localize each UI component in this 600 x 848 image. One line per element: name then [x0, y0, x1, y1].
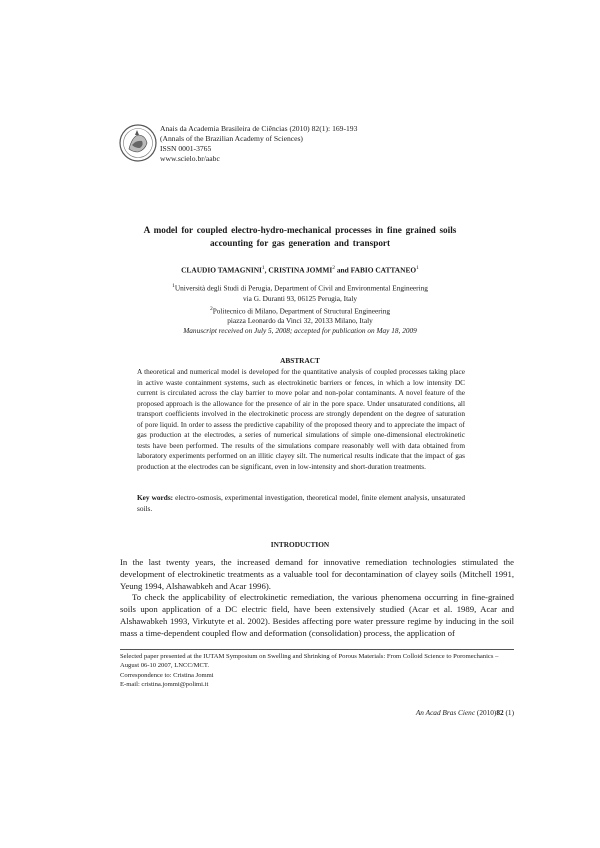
abstract-heading: ABSTRACT: [280, 356, 320, 365]
manuscript-dates: Manuscript received on July 5, 2008; accepted for publication on May 18, 2009: [183, 326, 417, 335]
footnotes: [120, 652, 514, 690]
paper-title-line2: accounting for gas generation and transport: [209, 238, 391, 248]
paper-title-line1: A model for coupled electro-hydro-mechanical processes in fine grained soils: [143, 225, 457, 235]
journal-header-line1: Anais da Academia Brasileira de Ciências (2010) 82(1): 169-193: [160, 124, 358, 133]
keywords-label: Key words:: [137, 493, 174, 502]
author-list: [100, 265, 500, 274]
affiliation-sup: 2: [209, 305, 213, 312]
author-name: CRISTINA JOMMI: [268, 265, 333, 275]
footer-year: (2010): [476, 708, 497, 717]
journal-logo-icon: [118, 123, 158, 163]
affiliation-line: Politecnico di Milano, Department of Structural Engineering: [212, 306, 391, 316]
page-footer: [416, 708, 514, 717]
footer-issue: (1): [505, 708, 514, 717]
journal-header-line4[interactable]: www.scielo.br/aabc: [160, 154, 220, 163]
footnote-divider: [120, 649, 514, 650]
affiliation-line: piazza Leonardo da Vinci 32, 20133 Milano, Italy: [227, 316, 373, 326]
footnote[interactable]: E-mail: cristina.jommi@polimi.it: [120, 681, 209, 689]
affiliation-line: via G. Duranti 93, 06125 Perugia, Italy: [242, 293, 358, 303]
author-name: CLAUDIO TAMAGNINI: [181, 265, 262, 275]
affiliation-sup: 1: [172, 283, 175, 289]
affiliations: [100, 281, 500, 327]
affiliation-line: Università degli Studi di Perugia, Department of Civil and Environmental Engineering: [174, 283, 428, 293]
keywords-text: electro-osmosis, experimental investigation, theoretical model, finite element analysis, unsaturated soils.: [137, 493, 466, 513]
footer-journal: An Acad Bras Cienc: [415, 708, 476, 717]
paragraph: To check the applicability of electrokinetic remediation, the various phenomena occurring in fine-grained soils upon application of a DC electric field, have been extensively studied (Acar et al. 1989, Acar and Alshawabkeh 1993, Virkutyte et al. 2002). Besides affecting pore water pressure regime by inducing in the soil mass a time-dependent coupled flow and deformation (consolidation) process, the application of: [120, 592, 514, 638]
introduction-heading: INTRODUCTION: [270, 540, 330, 549]
author-sup: 1: [416, 265, 419, 271]
footnote: Correspondence to: Cristina Jommi: [120, 671, 214, 679]
paragraph: In the last twenty years, the increased demand for innovative remediation technologies stimulated the development of electrokinetic treatments as a valuable tool for decontamination of clayey soils (Mitchell 1991, Yeung 1994, Alshawabkeh and Acar 1996).: [120, 557, 514, 591]
author-separator: ,: [264, 265, 267, 275]
abstract-text: A theoretical and numerical model is developed for the quantitative analysis of coupled processes taking place in active waste containment systems, such as electrokinetic barriers or fences, in which a low intensity DC current is circulated across the clay barrier to move polar and non-polar contaminants. A novel feature of the proposed approach is the allowance for the presence of air in the pore space. Under unsaturated conditions, all transport coefficients involved in the electrokinetic process are strongly dependent on the degree of saturation of pore liquid. In order to assess the predictive capability of the proposed theory and to appreciate the impact of gas production at the electrodes, a series of numerical simulations of simple one-dimensional electrokinetic tests have been performed. The results of the simulations compare reasonably well with data obtained from laboratory experiments performed on an illitic clayey silt. The numerical results indicate that the impact of gas production at the electrodes can be significant, even in low-intensity and short-duration treatments.: [137, 367, 465, 471]
author-name: FABIO CATTANEO: [350, 265, 417, 275]
footnote: Selected paper presented at the IUTAM Symposium on Swelling and Shrinking of Porous Materials: From Colloid Science to Poromechanics – August 06-10 2007, LNCC/MCT.: [120, 653, 499, 670]
introduction-body: [120, 557, 514, 640]
journal-header-line3: ISSN 0001-3765: [160, 144, 212, 153]
journal-header: [160, 124, 460, 164]
author-sup: 1: [261, 265, 265, 271]
author-separator: and: [336, 265, 349, 275]
paper-title: [100, 224, 500, 250]
keywords: [137, 493, 465, 514]
footer-volume: 82: [496, 708, 504, 717]
author-sup: 2: [332, 265, 335, 271]
journal-header-line2: (Annals of the Brazilian Academy of Sciences): [160, 134, 303, 143]
